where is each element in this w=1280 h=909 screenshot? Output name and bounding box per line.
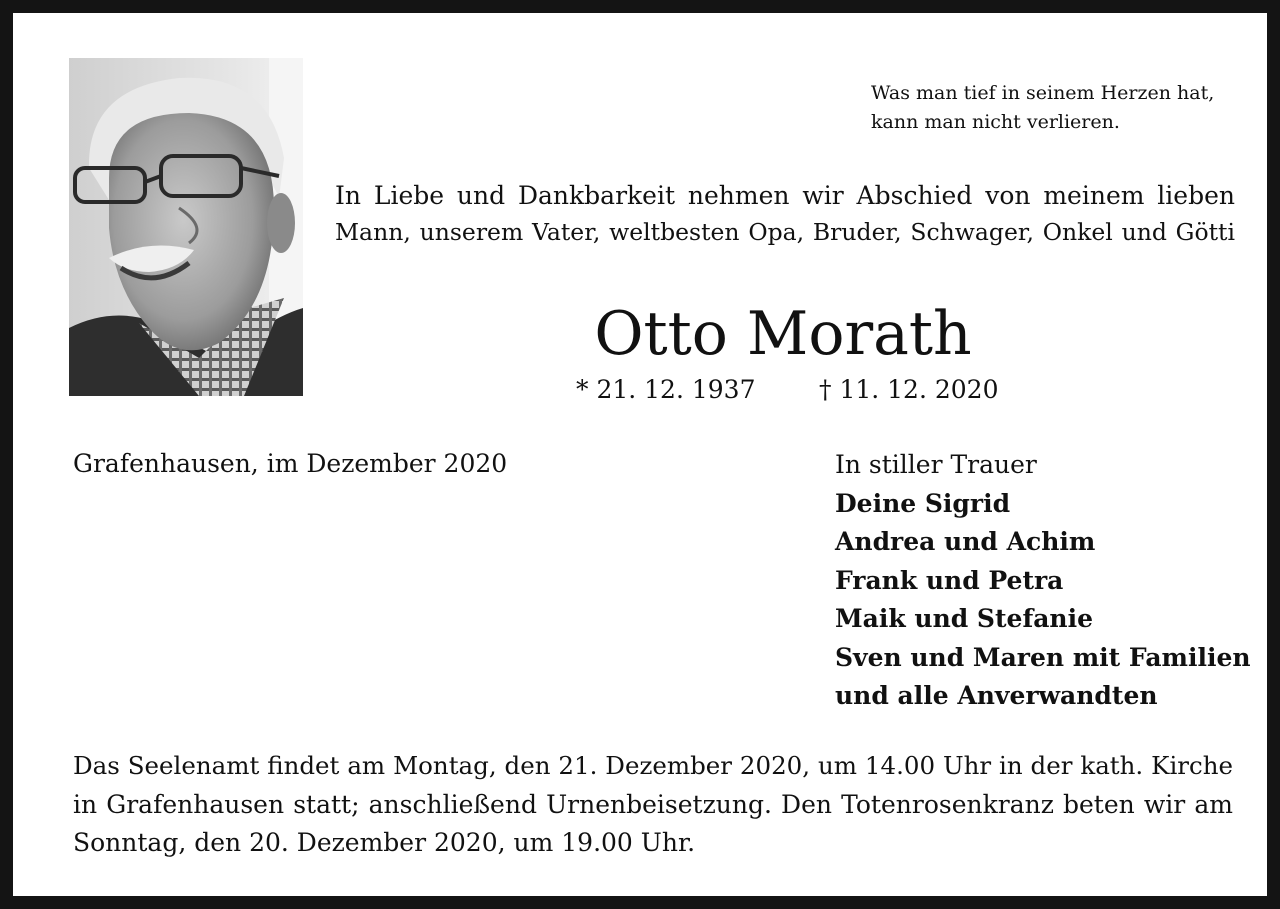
notice-line-2: in Grafenhausen statt; anschließend Urnenbeisetzung. Den Totenrosenkranz beten wir am — [73, 789, 1233, 819]
notice-line-3: Sonntag, den 20. Dezember 2020, um 19.00 Uhr. — [73, 828, 696, 857]
birth-date: * 21. 12. 1937 — [576, 375, 756, 404]
motto-quote — [871, 79, 1251, 137]
motto-line-2: kann man nicht verlieren. — [871, 111, 1120, 133]
mourners-lead: In stiller Trauer — [835, 450, 1037, 479]
death-date: † 11. 12. 2020 — [819, 375, 999, 404]
mourner-name: Deine Sigrid — [835, 488, 1011, 518]
mourner-name: Maik und Stefanie — [835, 604, 1093, 633]
mourner-name: Frank und Petra — [835, 565, 1064, 595]
intro-text — [335, 177, 1235, 251]
mourner-name: Andrea und Achim — [835, 527, 1096, 556]
notice-line-1: Das Seelenamt findet am Montag, den 21. Dezember 2020, um 14.00 Uhr in der kath. Kirche — [73, 751, 1233, 780]
intro-line-1: In Liebe und Dankbarkeit nehmen wir Abschied von meinem lieben — [335, 181, 1235, 210]
service-notice — [73, 747, 1233, 863]
mourner-name: Sven und Maren mit Familien — [835, 642, 1251, 672]
place-and-date: Grafenhausen, im Dezember 2020 — [73, 449, 508, 478]
intro-line-2: Mann, unserem Vater, weltbesten Opa, Bruder, Schwager, Onkel und Götti — [335, 218, 1235, 246]
mourner-name: und alle Anverwandten — [835, 681, 1158, 710]
mourners-list — [835, 446, 1255, 716]
motto-line-1: Was man tief in seinem Herzen hat, — [871, 82, 1215, 104]
deceased-name: Otto Morath — [594, 299, 972, 369]
portrait-photo — [69, 58, 303, 396]
